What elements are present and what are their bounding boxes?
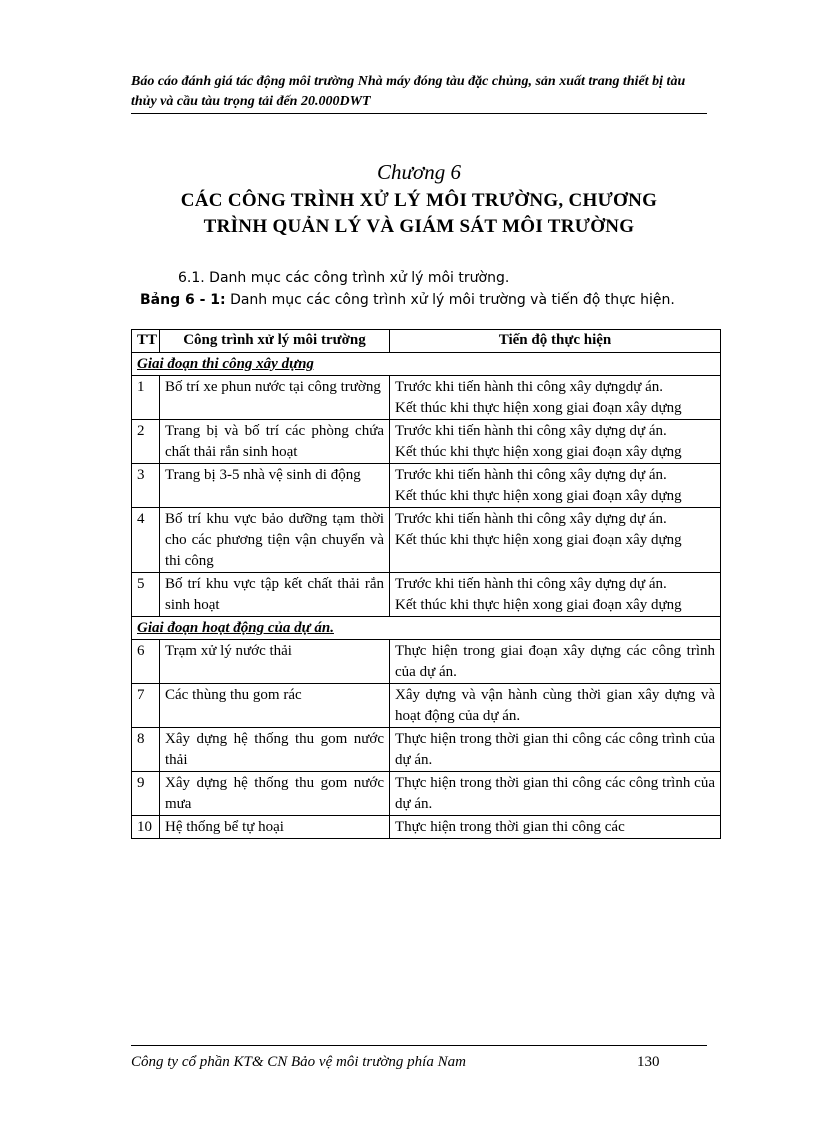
progress-start: Trước khi tiến hành thi công xây dựng dự án. [395, 467, 667, 483]
header-progress: Tiến độ thực hiện [390, 330, 721, 353]
row-work: Xây dựng hệ thống thu gom nước mưa [160, 772, 390, 816]
table-row [132, 728, 721, 772]
table-row [132, 420, 721, 464]
row-work: Hệ thống bể tự hoại [160, 816, 390, 839]
progress-end: Kết thúc khi thực hiện xong giai đoạn xây dựng [395, 488, 682, 504]
row-progress: Thực hiện trong thời gian thi công các công trình của dự án. [390, 728, 721, 772]
header-divider [131, 113, 707, 114]
phase-construction: Giai đoạn thi công xây dựng [132, 353, 721, 376]
phase-row [132, 617, 721, 640]
row-work: Xây dựng hệ thống thu gom nước thải [160, 728, 390, 772]
table-row [132, 684, 721, 728]
row-progress: Thực hiện trong thời gian thi công các công trình của dự án. [390, 772, 721, 816]
row-work: Trang bị 3-5 nhà vệ sinh di động [160, 464, 390, 508]
row-progress [390, 464, 721, 508]
progress-start: Trước khi tiến hành thi công xây dựng dự án. [395, 511, 667, 527]
progress-start: Trước khi tiến hành thi công xây dựng dự án. [395, 576, 667, 592]
chapter-heading-line-2: TRÌNH QUẢN LÝ VÀ GIÁM SÁT MÔI TRƯỜNG [203, 216, 635, 237]
chapter-title: Chương 6 [377, 160, 461, 184]
row-number: 6 [132, 640, 160, 684]
row-work: Các thùng thu gom rác [160, 684, 390, 728]
header-work: Công trình xử lý môi trường [160, 330, 390, 353]
row-progress: Thực hiện trong thời gian thi công các [390, 816, 721, 839]
table-caption-label: Bảng 6 - 1: [140, 292, 226, 308]
row-work: Bố trí xe phun nước tại công trường [160, 376, 390, 420]
footer-company: Công ty cổ phần KT& CN Bảo vệ môi trường phía Nam [131, 1054, 466, 1070]
row-number: 3 [132, 464, 160, 508]
row-number: 7 [132, 684, 160, 728]
row-work: Trạm xử lý nước thải [160, 640, 390, 684]
row-number: 9 [132, 772, 160, 816]
row-work: Bố trí khu vực tập kết chất thải rắn sinh hoạt [160, 573, 390, 617]
progress-end: Kết thúc khi thực hiện xong giai đoạn xây dựng [395, 400, 682, 416]
table-row [132, 464, 721, 508]
progress-start: Trước khi tiến hành thi công xây dựngdự án. [395, 379, 663, 395]
phase-operation: Giai đoạn hoạt động của dự án. [132, 617, 721, 640]
table-header-row [132, 330, 721, 353]
row-number: 2 [132, 420, 160, 464]
page-number: 130 [637, 1054, 660, 1070]
table-caption-text: Danh mục các công trình xử lý môi trường và tiến độ thực hiện. [225, 292, 675, 308]
progress-end: Kết thúc khi thực hiện xong giai đoạn xây dựng [395, 532, 682, 548]
row-progress [390, 376, 721, 420]
row-number: 10 [132, 816, 160, 839]
row-number: 4 [132, 508, 160, 573]
environmental-works-table [131, 329, 721, 839]
row-work: Bố trí khu vực bảo dưỡng tạm thời cho các phương tiện vận chuyển và thi công [160, 508, 390, 573]
table-row [132, 508, 721, 573]
row-number: 8 [132, 728, 160, 772]
row-progress: Thực hiện trong giai đoạn xây dựng các công trình của dự án. [390, 640, 721, 684]
table-row [132, 772, 721, 816]
phase-row [132, 353, 721, 376]
row-progress [390, 420, 721, 464]
progress-end: Kết thúc khi thực hiện xong giai đoạn xây dựng [395, 444, 682, 460]
table-row [132, 816, 721, 839]
progress-end: Kết thúc khi thực hiện xong giai đoạn xây dựng [395, 597, 682, 613]
chapter-heading [131, 188, 707, 240]
table-row [132, 376, 721, 420]
row-progress [390, 508, 721, 573]
footer-divider [131, 1045, 707, 1046]
progress-start: Trước khi tiến hành thi công xây dựng dự án. [395, 423, 667, 439]
row-work: Trang bị và bố trí các phòng chứa chất thải rắn sinh hoạt [160, 420, 390, 464]
chapter-heading-line-1: CÁC CÔNG TRÌNH XỬ LÝ MÔI TRƯỜNG, CHƯƠNG [180, 190, 658, 211]
table-row [132, 640, 721, 684]
table-row [132, 573, 721, 617]
row-progress: Xây dựng và vận hành cùng thời gian xây dựng và hoạt động của dự án. [390, 684, 721, 728]
header-tt: TT [132, 330, 160, 353]
table-body [132, 353, 721, 839]
table-caption [140, 290, 675, 310]
row-number: 1 [132, 376, 160, 420]
row-number: 5 [132, 573, 160, 617]
page-header: Báo cáo đánh giá tác động môi trường Nhà máy đóng tàu đặc chủng, sản xuất trang thiết bị tàu thủy và cầu tàu trọng tải đến 20.000DWT [131, 74, 686, 109]
section-heading: 6.1. Danh mục các công trình xử lý môi trường. [178, 270, 510, 286]
row-progress [390, 573, 721, 617]
